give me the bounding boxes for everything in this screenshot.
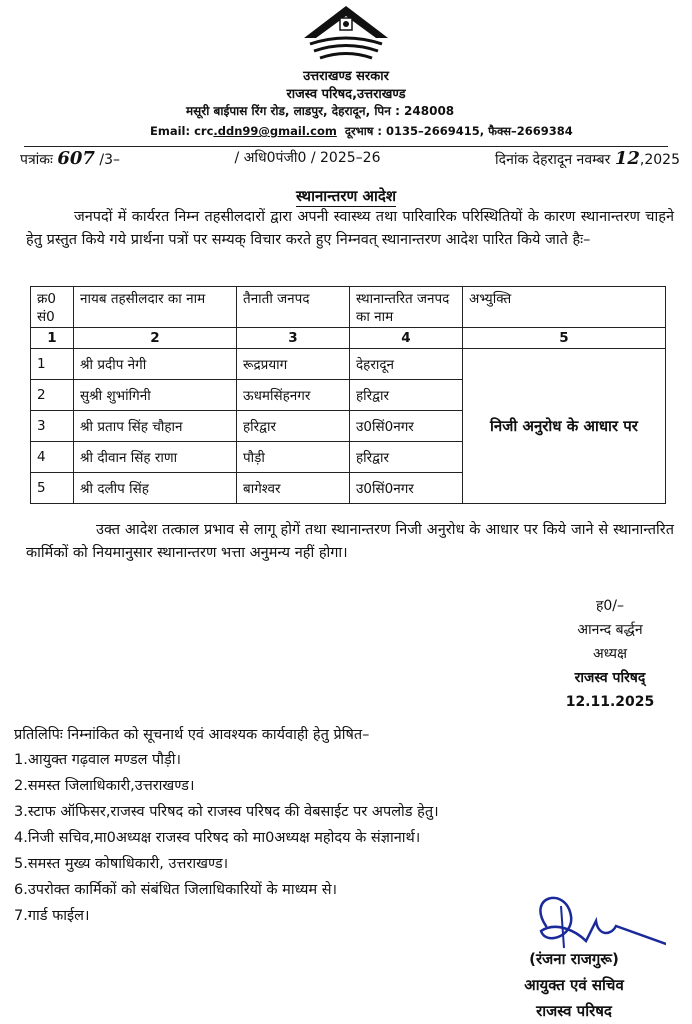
copy-to-list [14, 747, 439, 929]
chairman-signature-block [540, 594, 680, 714]
header-remark: अभ्युक्ति [463, 287, 666, 328]
header-transferred: स्थानान्तरित जनपद का नाम [350, 287, 463, 328]
table-row: 2 सुश्री शुभांगिनी ऊधमसिंहनगर हरिद्वार [31, 380, 666, 411]
order-title: स्थानान्तरण आदेश [295, 187, 397, 205]
list-item: 4.निजी सचिव,मा0अध्यक्ष राजस्व परिषद को मा0अध्यक्ष महोदय के संज्ञानार्थ। [14, 830, 421, 846]
header-posted: तैनाती जनपद [237, 287, 350, 328]
department-name: राजस्व परिषद,उत्तराखण्ड [286, 87, 406, 102]
list-item: 5.समस्त मुख्य कोषाधिकारी, उत्तराखण्ड। [14, 856, 229, 872]
contact-line [150, 124, 573, 139]
secretary-office: राजस्व परिषद [536, 1002, 612, 1020]
list-item: 3.स्टाफ ऑफिसर,राजस्व परिषद को राजस्व परिषद की वेबसाईट पर अपलोड हेतु। [14, 804, 439, 820]
header-sn: क्र0 सं0 [31, 287, 74, 328]
file-number: / अधि0पंजी0 / 2025–26 [234, 150, 381, 166]
phone-fax: दूरभाष : 0135–2669415, फैक्स–2669384 [344, 124, 573, 138]
table-row: 1 श्री प्रदीप नेगी रूद्रप्रयाग देहरादून निजी अनुरोध के आधार पर [31, 349, 666, 380]
address: मसूरी बाईपास रिंग रोड, लाडपुर, देहरादून, पिन : 248008 [186, 104, 455, 118]
column-number-row: 1 2 3 4 5 [31, 328, 666, 349]
table-header-row [31, 287, 666, 328]
chairman-date: 12.11.2025 [565, 694, 655, 710]
org-name: उत्तराखण्ड सरकार [303, 69, 389, 84]
reference-line [20, 148, 680, 169]
table-row: 4 श्री दीवान सिंह राणा पौड़ी हरिद्वार [31, 442, 666, 473]
email-link[interactable]: .ddn99@gmail.com [213, 124, 337, 138]
handwritten-day: 12 [614, 148, 640, 169]
copy-to-heading: प्रतिलिपिः निम्नांकित को सूचनार्थ एवं आवश्यक कार्यवाही हेतु प्रेषित– [14, 727, 370, 743]
secretary-designation: आयुक्त एवं सचिव [524, 976, 624, 994]
list-item: 6.उपरोक्त कार्मिकों को संबंधित जिलाधिकारियों के माध्यम से। [14, 882, 338, 898]
handwritten-number: 607 [57, 148, 95, 169]
list-item: 2.समस्त जिलाधिकारी,उत्तराखण्ड। [14, 778, 195, 794]
email-label: Email: crc [150, 124, 214, 138]
chairman-designation: अध्यक्ष [592, 646, 628, 662]
intro-paragraph: जनपदों में कार्यरत निम्न तहसीलदारों द्वारा अपनी स्वास्थ्य तथा पारिवारिक परिस्थितियों के कारण स्थानान्तरण चाहने हेतु प्रस्तुत किये गये प्रार्थना पत्रों पर सम्यक् विचार करते हुए निम्नवत् स्थानान्तरण आदेश पारित किये जाते हैः– [26, 209, 674, 248]
header-name: नायब तहसीलदार का नाम [74, 287, 237, 328]
uttarakhand-emblem-logo [296, 4, 396, 66]
letter-number: पत्रांकः 607 /3– [20, 148, 120, 169]
remark-cell: निजी अनुरोध के आधार पर [463, 349, 666, 504]
order-paragraph: उक्त आदेश तत्काल प्रभाव से लागू होगें तथा स्थानान्तरण निजी अनुरोध के आधार पर किये जाने से स्थानान्तरित कार्मिकों को नियमानुसार स्थानान्तरण भत्ता अनुमन्य नहीं होगा। [26, 522, 674, 561]
letter-date: दिनांक देहरादून नवम्बर 12,2025 [495, 148, 680, 169]
list-item: 1.आयुक्त गढ़वाल मण्डल पौड़ी। [14, 752, 182, 768]
secretary-signature-block [486, 946, 662, 1024]
table-row: 3 श्री प्रताप सिंह चौहान हरिद्वार उ0सिं0नगर [31, 411, 666, 442]
list-item: 7.गार्ड फाईल। [14, 908, 90, 924]
chairman-office: राजस्व परिषद् [574, 670, 646, 686]
table-row: 5 श्री दलीप सिंह बागेश्वर उ0सिं0नगर [31, 473, 666, 504]
secretary-name: (रंजना राजगुरू) [529, 950, 619, 968]
transfer-table [30, 286, 666, 504]
header-divider [24, 146, 668, 147]
sd-mark: ह0/– [595, 598, 625, 614]
chairman-name: आनन्द बर्द्धन [577, 622, 643, 638]
